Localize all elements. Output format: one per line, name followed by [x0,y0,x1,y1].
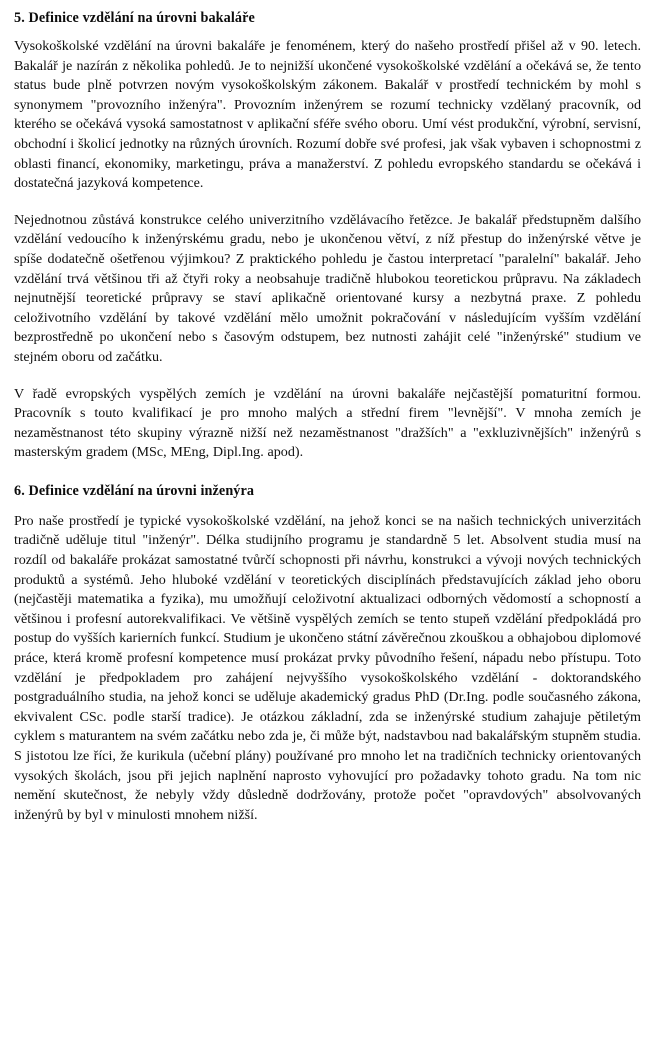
paragraph-6-1: Pro naše prostředí je typické vysokoškolské vzdělání, na jehož konci se na našich technických univerzitách tradičně uděluje titul "inženýr". Délka studijního programu je standardně 5 let. Absolvent studia musí na rozdíl od bakaláře prokázat samostatné tvůrčí schopnosti při návrhu, konstrukci a vývoji nových technických produktů a systémů. Jeho hluboké vzdělání v teoretických disciplínách představujících základ jeho oboru (nejčastěji matematika a fyzika), mu umožňují celoživotní aktualizaci odborných vědomostí a schopností a většinou i profesní autorekvalifikaci. Ve většině vyspělých zemích se tento stupeň vzdělání předpokládá pro postup do vyšších karierních funkcí. Studium je ukončeno státní závěrečnou zkouškou a obhajobou diplomové práce, která kromě profesní kompetence musí prokázat prvky původního řešení, nápadu nebo přístupu. Toto vzdělání je předpokladem pro zahájení nejvyššího vysokoškolského vzdělání - doktorandského postgraduálního studia, na jehož konci se uděluje akademický gradus PhD (Dr.Ing. podle současného zákona, ekvivalent CSc. podle starší tradice). Je otázkou základní, zda se inženýrské studium zahajuje pětiletým cyklem s maturantem na svém začátku nebo zda je, či může být, nadstavbou nad bakalářským stupněm studia. S jistotou lze říci, že kurikula (učební plány) používané pro mnoho let na tradičních technicky orientovaných vysokých školách, jsou při jejich naplnění naprosto vyhovující pro požadavky tohoto gradu. Na tom nic nemění skutečnost, že nebyly vždy důsledně dodržovány, protože počet "opravdových" absolvovaných inženýrů by byl v minulosti mnohem nižší. [14,512,641,823]
section-heading-5: 5. Definice vzdělání na úrovni bakaláře [14,10,255,26]
paragraph-5-3: V řadě evropských vyspělých zemích je vzdělání na úrovni bakaláře nejčastější pomaturitní formou. Pracovník s touto kvalifikací je pro mnoho malých a střední firem "levnější". V mnoha zemích je nezaměstnanost této skupiny výrazně nižší než nezaměstnanost "dražších" a "exkluzivnějších" inženýrů s masterským gradem (MSc, MEng, Dipl.Ing. apod). [14,385,641,461]
paragraph-5-2: Nejednotnou zůstává konstrukce celého univerzitního vzdělávacího řetězce. Je bakalář předstupněm dalšího vzdělání vedoucího k inženýrskému gradu, nebo je ukončenou větví, z níž přestup do inženýrské větve je spíše dodatečně ošetřenou výjimkou? Z praktického pohledu je častou interpretací "paralelní" bakalář. Jeho vzdělání trvá většinou tři až čtyři roky a neobsahuje tradičně hlubokou teoretickou průpravu. Na základech nejnutnější teoretické průpravy se staví aplikačně orientované kursy a nezbytná praxe. Z pohledu celoživotního vzdělání by takové vzdělání mělo umožnit pokračování v následujícím vyšším vzdělání bezprostředně po ukončení nebo s časovým odstupem, bez nutnosti zahájit celé "inženýrské" studium ve stejném oboru od začátku. [14,211,641,365]
section-heading-6: 6. Definice vzdělání na úrovni inženýra [14,482,255,499]
paragraph-5-1: Vysokoškolské vzdělání na úrovni bakaláře je fenoménem, který do našeho prostředí přišel až v 90. letech. Bakalář je nazírán z několika pohledů. Je to nejnižší ukončené vysokoškolské vzdělání a očekává se, že tento status bude plně potvrzen novým vysokoškolským zákonem. Bakalář v prostředí technickém by mohl s synonymem "provozního inženýra". Provozním inženýrem se rozumí technicky vzdělaný pracovník, od kterého se očekává vysoká samostatnost v aplikační sféře svého oboru. Umí vést produkční, výrobní, servisní, obchodní i školicí jednotky na různých úrovních. Rozumí dobře své profesi, jak však vybaven i schopnostmi z oblasti financí, ekonomiky, marketingu, práva a manažerství. Z pohledu evropského standardu se očekává i dostatečná jazyková kompetence. [14,38,641,192]
